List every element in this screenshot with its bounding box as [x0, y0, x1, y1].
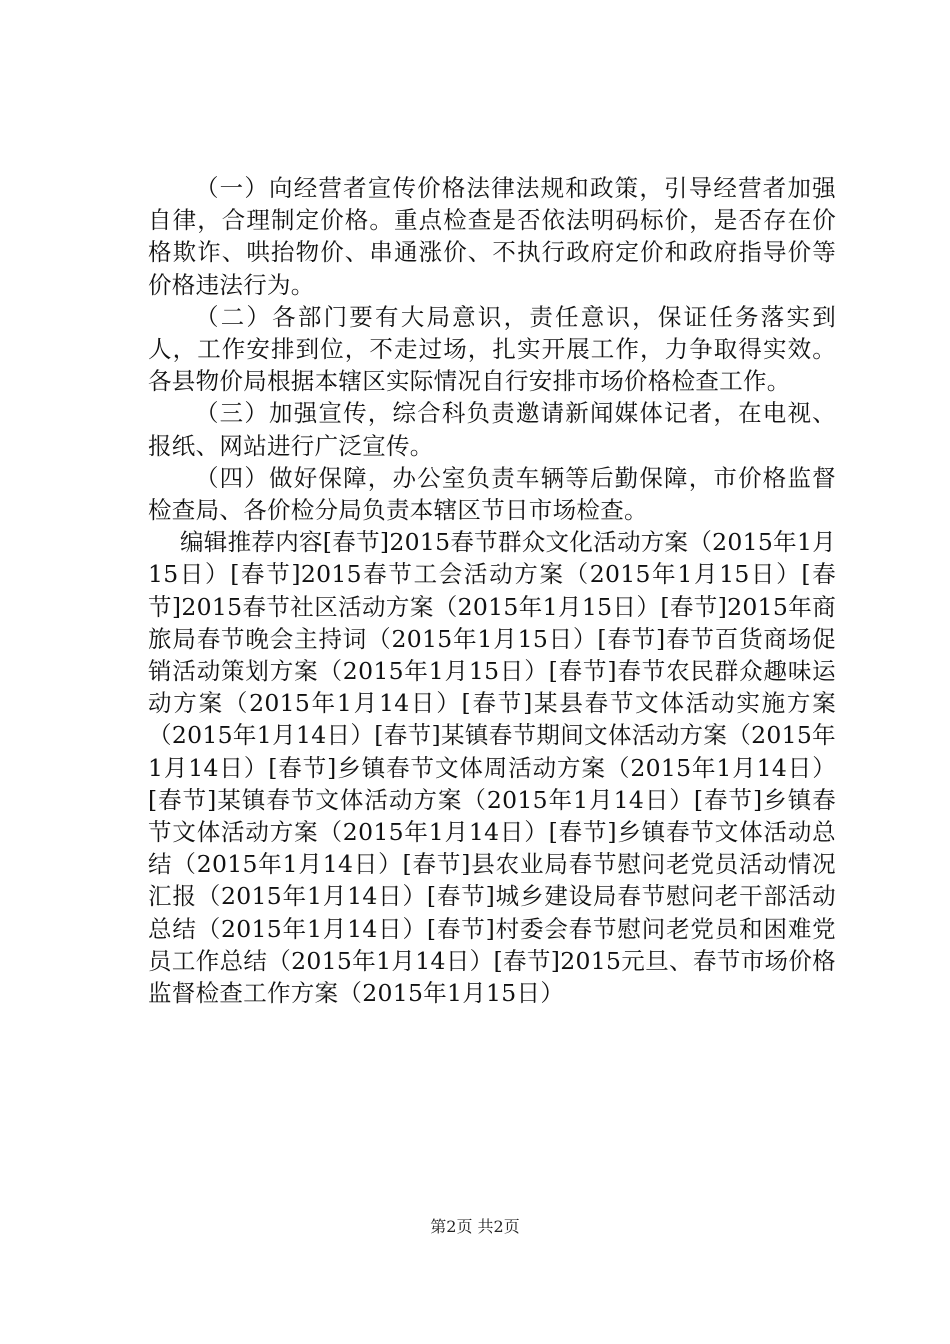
- page-number-footer: 第2页 共2页: [430, 1217, 520, 1236]
- paragraph-3: （三）加强宣传，综合科负责邀请新闻媒体记者，在电视、报纸、网站进行广泛宣传。: [148, 399, 836, 460]
- related-content-paragraph: 编辑推荐内容[春节]2015春节群众文化活动方案（2015年1月15日）[春节]2015春节工会活动方案（2015年1月15日）[春节]2015春节社区活动方案（2015年1月15日）[春节]2015年商旅局春节晚会主持词（2015年1月15日）[春节]春节百货商场促销活动策划方案（2015年1月15日）[春节]春节农民群众趣味运动方案（2015年1月14日）[春节]某县春节文体活动实施方案（2015年1月14日）[春节]某镇春节期间文体活动方案（2015年1月14日）[春节]乡镇春节文体周活动方案（2015年1月14日）[春节]某镇春节文体活动方案（2015年1月14日）[春节]乡镇春节文体活动方案（2015年1月14日）[春节]乡镇春节文体活动总结（2015年1月14日）[春节]县农业局春节慰问老党员活动情况汇报（2015年1月14日）[春节]城乡建设局春节慰问老干部活动总结（2015年1月14日）[春节]村委会春节慰问老党员和困难党员工作总结（2015年1月14日）[春节]2015元旦、春节市场价格监督检查工作方案（2015年1月15日）: [148, 528, 836, 1008]
- paragraph-2: （二）各部门要有大局意识，责任意识，保证任务落实到人，工作安排到位，不走过场，扎实开展工作，力争取得实效。各县物价局根据本辖区实际情况自行安排市场价格检查工作。: [148, 302, 836, 396]
- paragraph-1: （一）向经营者宣传价格法律法规和政策，引导经营者加强自律，合理制定价格。重点检查是否依法明码标价，是否存在价格欺诈、哄抬物价、串通涨价、不执行政府定价和政府指导价等价格违法行为。: [148, 174, 836, 299]
- paragraph-4: （四）做好保障，办公室负责车辆等后勤保障，市价格监督检查局、各价检分局负责本辖区节日市场检查。: [148, 463, 836, 525]
- document-body: [148, 172, 836, 1009]
